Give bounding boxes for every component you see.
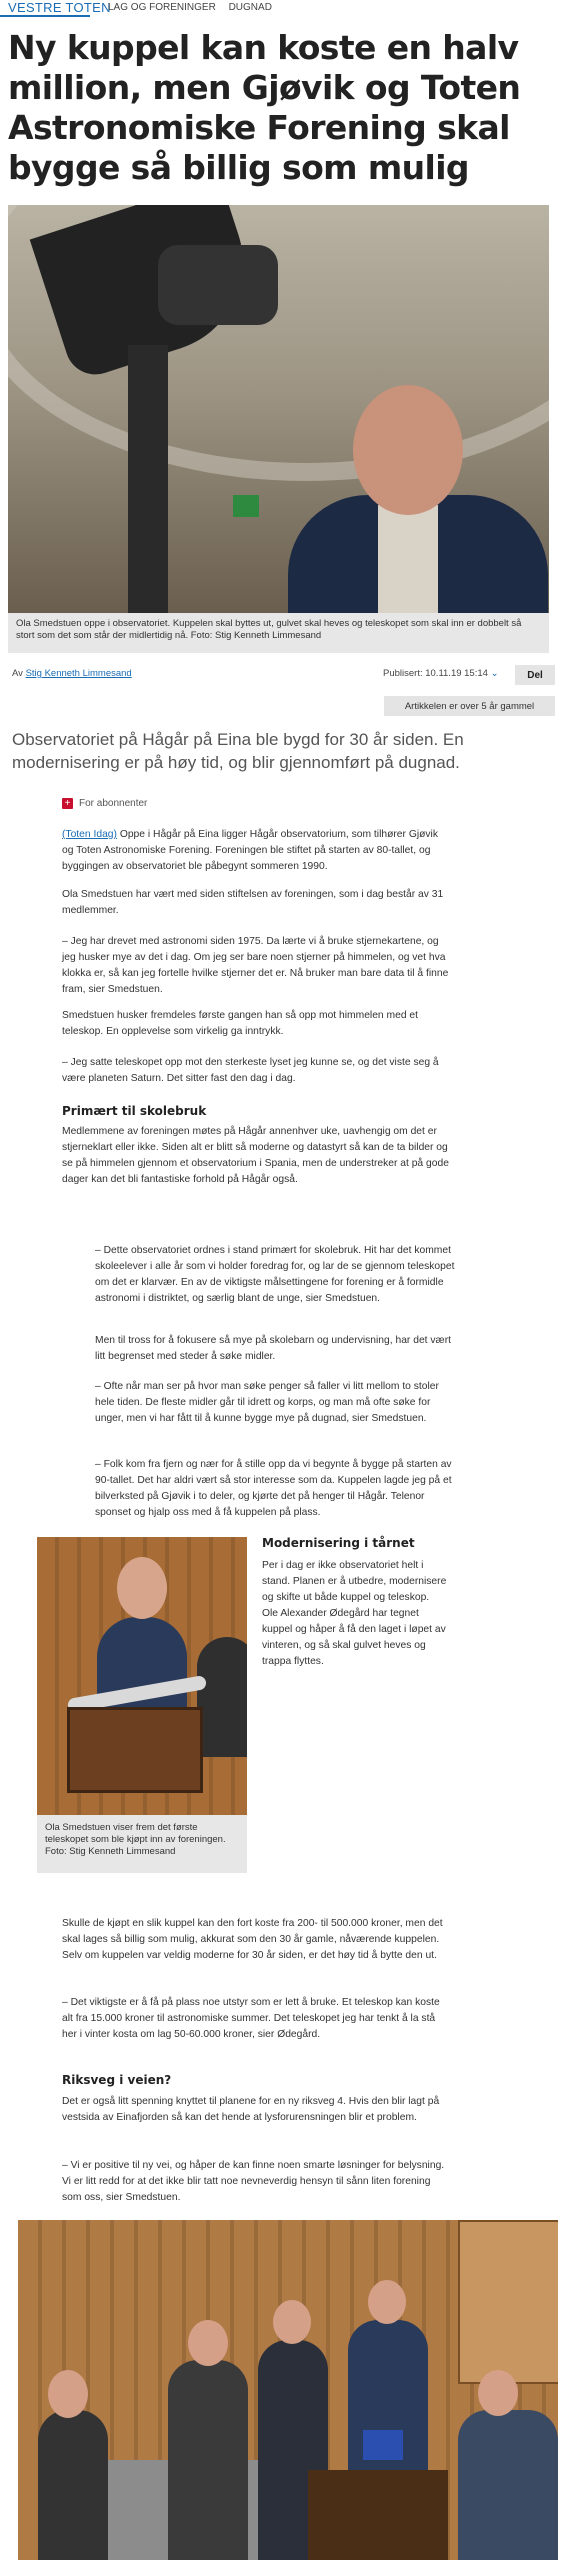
article-lead: Observatoriet på Hågår på Eina ble bygd for 30 år siden. En modernisering er på høy tid, og blir gjennomført på dugnad. — [12, 730, 464, 772]
byline — [12, 668, 132, 679]
toten-idag-link[interactable]: (Toten Idag) — [62, 829, 117, 840]
section-link[interactable]: VESTRE TOTEN — [8, 0, 111, 15]
paragraph: – Dette observatoriet ordnes i stand primært for skolebruk. Hit har det kommet skoleelever i alle år som vi holder foredrag for, og lar de se gjennom teleskopet om det er klarvær. En av de viktigste målsettingene for forening er å formidle astronomi i distriktet, og særlig blant de unge, sier Smedstuen. — [95, 1245, 455, 1304]
paragraph: – Jeg satte teleskopet opp mot den sterkeste lyset jeg kunne se, og det viste seg å være planeten Saturn. Det sitter fast den dag i dag. — [62, 1057, 439, 1084]
paragraph: Per i dag er ikke observatoriet helt i stand. Planen er å utbedre, modernisere og skifte ut både kuppel og teleskop. Ole Alexander Ødegård har tegnet kuppel og håper å få den laget i løpet av vinteren, og så skal gulvet heves og trappa flyttes. — [262, 1560, 447, 1667]
published-dropdown[interactable] — [383, 668, 499, 679]
subsection-links — [108, 2, 282, 13]
subscriber-label: For abonnenter — [79, 798, 148, 810]
telescope-photo-caption: Ola Smedstuen viser frem det første teleskopet som ble kjøpt inn av foreningen. Foto: Stig Kenneth Limmesand — [37, 1815, 247, 1873]
hero-image — [8, 205, 549, 613]
article-headline: Ny kuppel kan koste en halv million, men Gjøvik og Toten Astronomiske Forening skal bygge så billig som mulig — [8, 28, 521, 187]
paragraph: Smedstuen husker fremdeles første gangen han så opp mot himmelen med et teleskop. En opplevelse som virkelig ga inntrykk. — [62, 1010, 419, 1037]
paragraph: – Det viktigste er å få på plass noe utstyr som er lett å bruke. Et teleskop kan koste alt fra 15.000 kroner til astronomiske summer. Det teleskopet jeg har tenkt å la stå her i vinter kosta om lag 50-60.000 kroner, sier Ødegård. — [62, 1997, 440, 2040]
subheading-tarnet: Modernisering i tårnet — [262, 1536, 415, 1550]
top-navigation — [0, 0, 575, 20]
chevron-down-icon: ⌄ — [490, 668, 499, 679]
paragraph: Ola Smedstuen har vært med siden stiftelsen av foreningen, som i dag består av 31 medlemmer. — [62, 889, 444, 916]
paragraph: (Toten Idag) Oppe i Hågår på Eina ligger Hågår observatorium, som tilhører Gjøvik og Toten Astronomiske Forening. Foreningen ble stiftet på starten av 80-tallet, og byggingen av observatoriet ble påbegynt sommeren 1990. — [62, 829, 438, 872]
subscriber-badge — [62, 798, 147, 809]
paragraph: – Folk kom fra fjern og nær for å stille opp da vi begynte å bygge på starten av 90-tallet. Det har aldri vært så stor interesse som da. Kuppelen lagde jeg på et bilverksted på Gjøvik i to deler, og kjørte det på henger til Hågår. Telenor sponset og hjalp oss med å få kuppelen på plass. — [95, 1459, 452, 1518]
paragraph: – Vi er positive til ny vei, og håper de kan finne noen smarte løsninger for belysning. Vi er litt redd for at det ikke blir tatt noe nevneverdig hensyn til sånn liten forening som oss, sier Smedstuen. — [62, 2160, 445, 2203]
author-link[interactable]: Stig Kenneth Limmesand — [25, 668, 132, 679]
paragraph: Men til tross for å fokusere så mye på skolebarn og undervisning, har det vært litt begrenset med steder å søke midler. — [95, 1335, 451, 1362]
paragraph: Skulle de kjøpt en slik kuppel kan den fort koste fra 200- til 500.000 kroner, men det skal lages så billig som mulig, akkurat som den 30 år gamle, nåværende kuppelen. Selv om kuppelen var veldig moderne for 30 år siden, er det høy tid å bytte den ut. — [62, 1918, 443, 1961]
hero-caption: Ola Smedstuen oppe i observatoriet. Kuppelen skal byttes ut, gulvet skal heves og teleskopet som skal inn er dobbelt så stort som det som står der midlertidig nå. Foto: Stig Kenneth Limmesand — [8, 613, 549, 653]
byline-prefix: Av — [12, 668, 23, 679]
subheading-skolebruk: Primært til skolebruk — [62, 1104, 207, 1118]
share-button[interactable]: Del — [515, 665, 555, 685]
paragraph: – Jeg har drevet med astronomi siden 1975. Da lærte vi å bruke stjernekartene, og jeg husker mye av det i dag. Om jeg ser bare noen stjerner på himmelen, og vet hva klokka er, så kan jeg fortelle hvilke stjerner det er. Nå bruker man bare data til å finne fram, sier Smedstuen. — [62, 936, 449, 995]
nav-link-lag-og-foreninger[interactable]: LAG OG FORENINGER — [108, 2, 216, 13]
plus-icon: + — [62, 798, 73, 809]
paragraph: Medlemmene av foreningen møtes på Hågår annenhver uke, uavhengig om det er stjerneklart eller ikke. Siden alt er blitt så moderne og datastyrt så kan de ta bilder og se på himmelen gjennom et observatorium i Spania, men de understreker at på gode dager kan det bli fantastiske forhold på Hågår også. — [62, 1126, 449, 1185]
published-date: Publisert: 10.11.19 15:14 — [383, 668, 488, 679]
exit-sign-icon — [233, 495, 259, 517]
paragraph: Det er også litt spenning knyttet til planene for en ny riksveg 4. Hvis den blir lagt på vestsida av Einafjorden så kan det hende at lysforurensningen blir et problem. — [62, 2096, 440, 2123]
telescope-photo — [37, 1537, 247, 1815]
section-underline — [0, 15, 90, 17]
subheading-riksveg: Riksveg i veien? — [62, 2073, 172, 2087]
nav-link-dugnad[interactable]: DUGNAD — [228, 2, 272, 13]
article-age-notice: Artikkelen er over 5 år gammel — [384, 696, 555, 716]
paragraph: – Ofte når man ser på hvor man søke penger så faller vi litt mellom to stoler hele tiden. De fleste midler går til idrett og korps, og man må ofte søke for unger, men vi har fått til å kunne bygge mye på dugnad, sier Smedstuen. — [95, 1381, 439, 1424]
members-meeting-photo — [18, 2220, 558, 2560]
